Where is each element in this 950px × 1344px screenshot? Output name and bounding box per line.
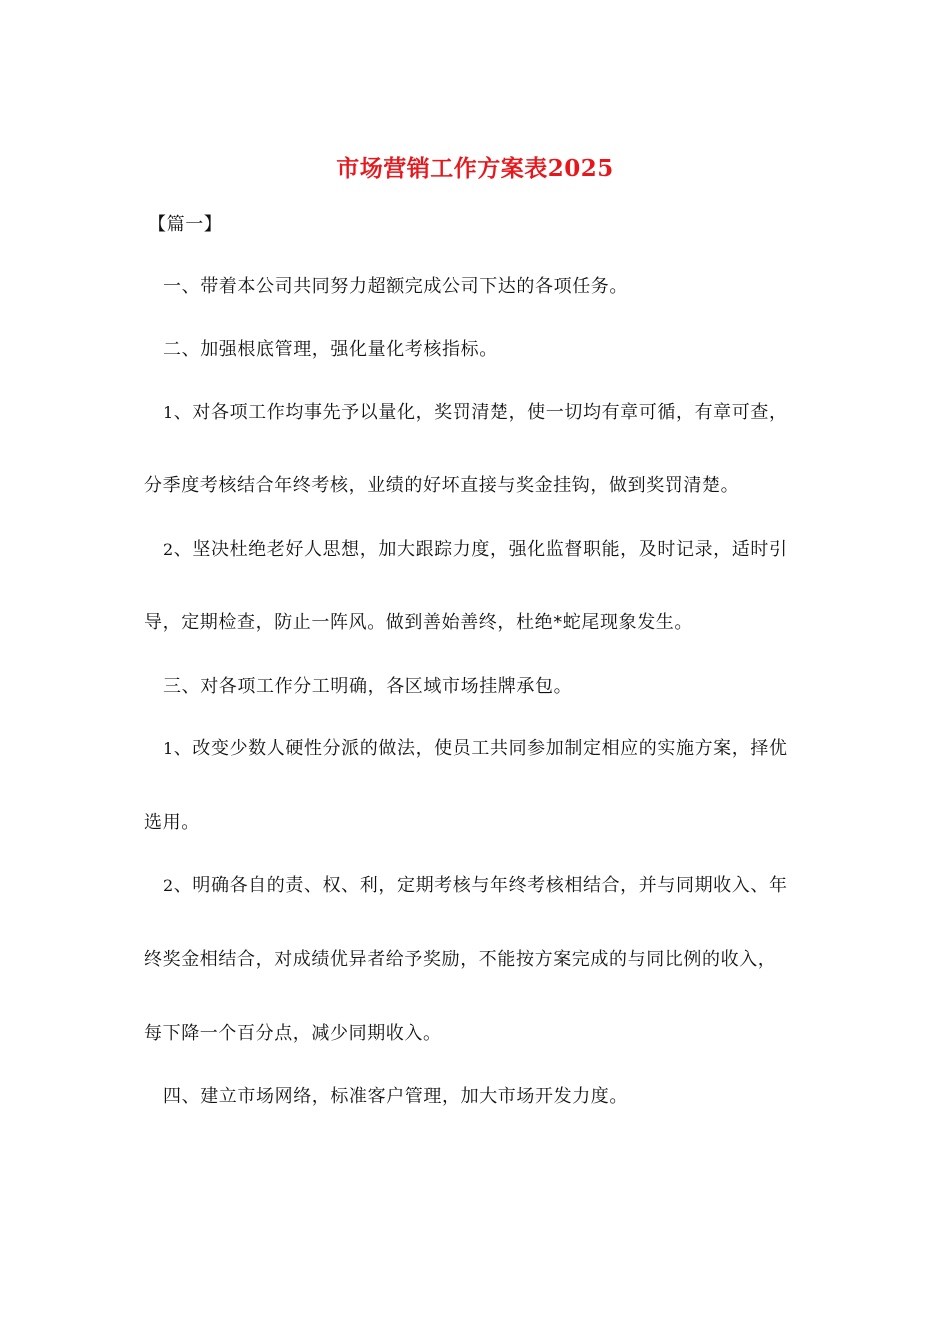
section-label: 【篇一】 bbox=[148, 214, 223, 235]
list-number: 2 bbox=[163, 876, 174, 895]
paragraph-line bbox=[144, 1021, 442, 1047]
document-title: 市场营销工作方案表2025 bbox=[336, 155, 614, 182]
paragraph-line bbox=[144, 947, 776, 973]
paragraph-line bbox=[163, 274, 628, 300]
paragraph-line bbox=[163, 337, 498, 363]
paragraph-line bbox=[144, 810, 200, 836]
line-text: 、坚决杜绝老好人思想，加大跟踪力度，强化监督职能，及时记录，适时引 bbox=[173, 539, 788, 560]
paragraph-line bbox=[144, 610, 693, 636]
line-text: 、对各项工作均事先予以量化，奖罚清楚，使一切均有章可循，有章可查， bbox=[173, 402, 788, 423]
paragraph-line bbox=[163, 400, 788, 426]
list-number: 2 bbox=[163, 540, 174, 559]
line-text: 选用。 bbox=[144, 812, 200, 833]
line-text: 分季度考核结合年终考核，业绩的好坏直接与奖金挂钩，做到奖罚清楚。 bbox=[144, 475, 740, 496]
line-text: 终奖金相结合，对成绩优异者给予奖励，不能按方案完成的与同比例的收入， bbox=[144, 949, 777, 970]
paragraph-line bbox=[163, 537, 788, 563]
paragraph-line bbox=[163, 736, 788, 762]
list-number: 1 bbox=[163, 403, 174, 422]
line-text: 四、建立市场网络，标准客户管理，加大市场开发力度。 bbox=[163, 1086, 628, 1107]
paragraph-line bbox=[144, 473, 739, 499]
line-text: 每下降一个百分点，减少同期收入。 bbox=[144, 1023, 442, 1044]
paragraph-line bbox=[163, 674, 572, 700]
line-text: 导，定期检查，防止一阵风。做到善始善终，杜绝*蛇尾现象发生。 bbox=[144, 612, 693, 633]
line-text: 、明确各自的责、权、利，定期考核与年终考核相结合，并与同期收入、年 bbox=[173, 875, 788, 896]
line-text: 、改变少数人硬性分派的做法，使员工共同参加制定相应的实施方案，择优 bbox=[173, 738, 788, 759]
list-number: 1 bbox=[163, 739, 174, 758]
line-text: 一、带着本公司共同努力超额完成公司下达的各项任务。 bbox=[163, 276, 628, 297]
paragraph-line bbox=[163, 1084, 628, 1110]
line-text: 二、加强根底管理，强化量化考核指标。 bbox=[163, 339, 498, 360]
paragraph-line bbox=[163, 873, 788, 899]
line-text: 三、对各项工作分工明确，各区域市场挂牌承包。 bbox=[163, 676, 573, 697]
